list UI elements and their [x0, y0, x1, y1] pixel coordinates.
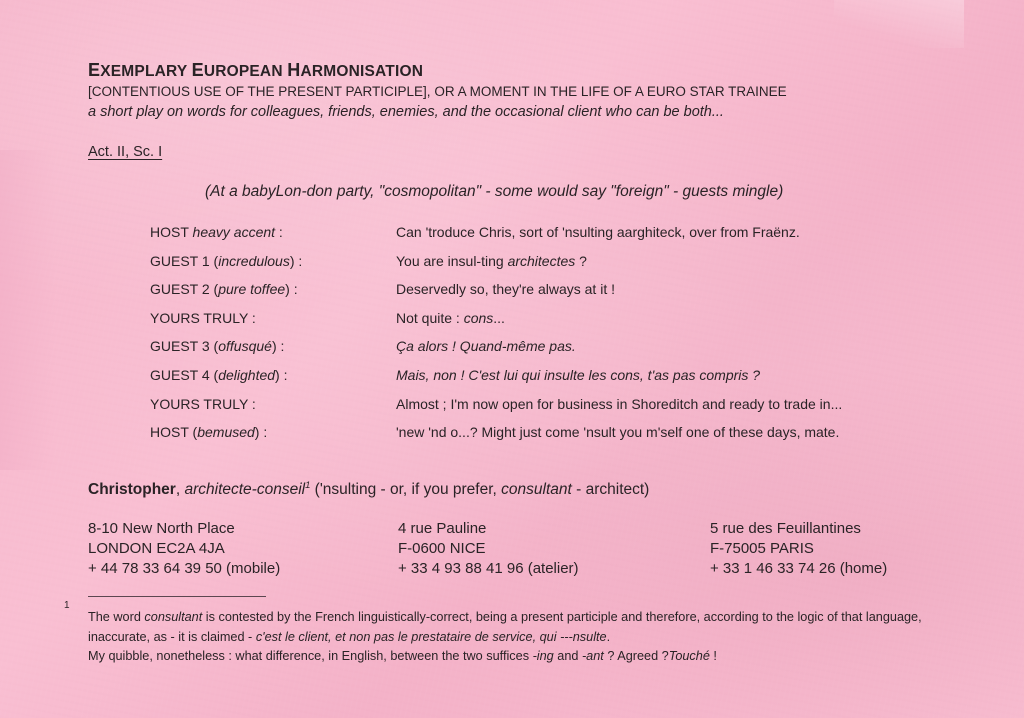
speaker-suffix: :	[248, 395, 256, 412]
address-street: 4 rue Pauline	[398, 520, 487, 537]
address-nice	[398, 519, 710, 579]
speaker-suffix: :	[275, 224, 283, 240]
speaker-label: YOURS TRULY :	[150, 395, 256, 412]
footnote-part-4: My quibble, nonetheless : what difference, in English, between the two suffices	[88, 649, 533, 663]
dialogue-line	[150, 281, 950, 310]
signature-gloss-open: ('nsulting - or, if you prefer,	[310, 481, 502, 499]
footnote-suffix-ing: -ing	[532, 649, 554, 663]
dialogue-line	[150, 396, 950, 425]
address-street: 5 rue des Feuillantines	[710, 520, 861, 537]
dialogue-line	[150, 310, 950, 339]
footnote-part-5: and	[553, 649, 582, 663]
stage-direction: (At a babyLon-don party, "cosmopolitan" - some would say "foreign" - guests mingle)	[205, 183, 784, 200]
dialogue-line	[150, 224, 950, 253]
speaker-label: GUEST 2 (pure toffee) :	[150, 281, 298, 298]
speaker-suffix: :	[259, 424, 268, 441]
document-subtitle: [CONTENTIOUS USE OF THE PRESENT PARTICIPLE], OR A MOMENT IN THE LIFE OF A EURO STAR TRAINEE	[88, 84, 787, 99]
speech-text: You are insul-ting architectes ?	[396, 252, 587, 269]
speaker-note: incredulous	[218, 252, 290, 269]
dialogue-line	[150, 424, 950, 453]
dialogue-line	[150, 367, 950, 396]
speaker-suffix: :	[294, 252, 303, 269]
address-phone: + 33 1 46 33 74 26 (home)	[710, 560, 888, 577]
speech-text: Ça alors ! Quand-même pas.	[396, 338, 576, 355]
speaker-label: GUEST 1 (incredulous) :	[150, 252, 303, 269]
address-paris	[710, 519, 928, 579]
address-london	[88, 519, 398, 579]
speaker-label: GUEST 3 (offusqué) :	[150, 338, 285, 355]
dialogue-line	[150, 253, 950, 282]
footnote-touche: Touché	[668, 649, 710, 663]
address-phone: + 44 78 33 64 39 50 (mobile)	[88, 560, 281, 577]
speaker-suffix: :	[276, 338, 285, 355]
address-block	[88, 519, 928, 579]
footnote-quote: c'est le client, et non pas le prestataire de service, qui ---nsulte	[255, 629, 607, 644]
speaker-note: delighted	[218, 366, 276, 383]
footnote-part-3: .	[606, 629, 611, 644]
footnote-suffix-ant: -ant	[581, 649, 604, 663]
speaker-note: heavy accent	[192, 224, 276, 240]
speaker-suffix: :	[289, 281, 298, 298]
footnote-marker: 1	[64, 600, 70, 611]
speech-text: Not quite : cons...	[396, 309, 505, 326]
signature-line	[88, 480, 649, 499]
speaker-label: HOST heavy accent :	[150, 224, 283, 240]
document-title-text: EXEMPLARY EUROPEAN HARMONISATION	[88, 60, 424, 80]
dialogue-line	[150, 338, 950, 367]
speaker-note: pure toffee	[218, 281, 286, 298]
speaker-suffix: :	[279, 366, 288, 383]
address-street: 8-10 New North Place	[88, 520, 235, 537]
speech-text: Deservedly so, they're always at it !	[396, 281, 615, 298]
footnote-divider	[88, 596, 266, 597]
footnote-word-consultant: consultant	[144, 610, 203, 624]
speaker-label: GUEST 4 (delighted) :	[150, 366, 288, 383]
address-city: F-75005 PARIS	[710, 540, 814, 557]
dialogue-list	[150, 224, 950, 453]
footnote-part-2: is contested by the French linguistically-correct, being a present participle and therefore, according to the logic of that language, inaccurate, as - it is claimed -	[88, 610, 922, 644]
speaker-note: offusqué	[218, 338, 272, 355]
address-city: F-0600 NICE	[398, 540, 486, 557]
speaker-label: HOST (bemused) :	[150, 424, 268, 441]
address-city: LONDON EC2A 4JA	[88, 540, 225, 557]
speaker-label: YOURS TRULY :	[150, 309, 256, 326]
footnote-part-1: The word	[88, 610, 145, 624]
document-tagline: a short play on words for colleagues, friends, enemies, and the occasional client who can be both...	[88, 104, 724, 120]
footnote-part-6: ? Agreed ?	[603, 649, 669, 663]
signature-gloss-close: - architect)	[571, 481, 650, 499]
footnote-part-7: !	[709, 649, 717, 663]
speech-text: Mais, non ! C'est lui qui insulte les cons, t'as pas compris ?	[396, 366, 761, 383]
signature-comma: ,	[175, 481, 185, 499]
signature-role: architecte-conseil	[184, 481, 306, 499]
document-title	[88, 60, 423, 81]
speaker-note: bemused	[197, 424, 255, 441]
speech-text: 'new 'nd o...? Might just come 'nsult you m'self one of these days, mate.	[396, 424, 840, 441]
act-heading: Act. II, Sc. I	[88, 144, 163, 160]
speech-text: Almost ; I'm now open for business in Shoreditch and ready to trade in...	[396, 395, 843, 412]
signature-name: Christopher	[88, 481, 176, 499]
footnote-text	[88, 608, 938, 667]
speech-text: Can 'troduce Chris, sort of 'nsulting aarghiteck, over from Fraënz.	[396, 224, 800, 240]
address-phone: + 33 4 93 88 41 96 (atelier)	[398, 560, 579, 577]
footnote-reference: 1	[305, 480, 311, 491]
signature-gloss-italic: consultant	[501, 481, 572, 499]
speaker-suffix: :	[248, 309, 256, 326]
